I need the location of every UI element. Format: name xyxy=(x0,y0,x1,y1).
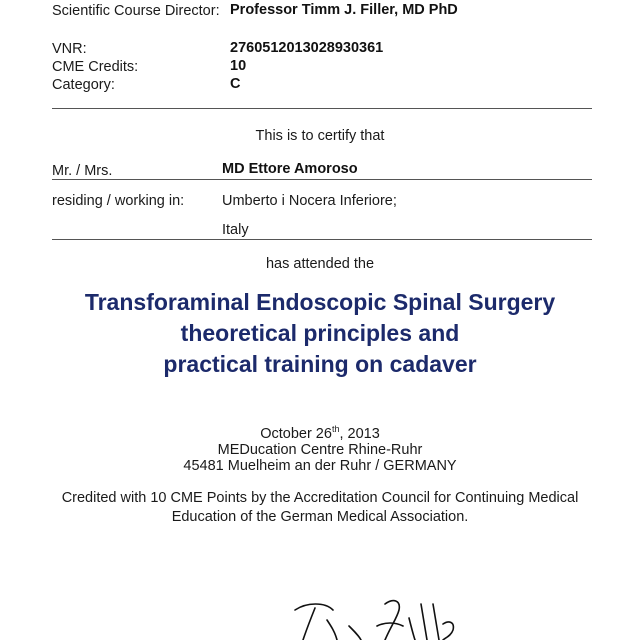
vnr-value: 2760512013028930361 xyxy=(230,40,384,56)
event-venue: MEDucation Centre Rhine-Ruhr xyxy=(217,441,423,458)
category-value: C xyxy=(230,76,241,92)
category-label: Category: xyxy=(52,77,115,93)
event-date-year: , 2013 xyxy=(339,425,380,442)
credit-statement xyxy=(0,489,640,527)
event-info xyxy=(0,421,640,474)
residence-label: residing / working in: xyxy=(52,193,185,209)
course-title xyxy=(0,287,640,380)
divider-name xyxy=(52,179,592,180)
course-title-line-3: practical training on cadaver xyxy=(163,351,477,377)
event-address: 45481 Muelheim an der Ruhr / GERMANY xyxy=(183,457,457,474)
cme-credits-label: CME Credits: xyxy=(52,59,139,75)
residence-line-1: Umberto i Nocera Inferiore; xyxy=(222,193,397,209)
recipient-name: MD Ettore Amoroso xyxy=(222,161,358,177)
course-title-line-2: theoretical principles and xyxy=(180,320,460,346)
course-title-line-1: Transforaminal Endoscopic Spinal Surgery xyxy=(84,289,556,315)
vnr-label: VNR: xyxy=(52,41,87,57)
certify-text: This is to certify that xyxy=(255,128,385,144)
signature-image xyxy=(285,596,465,640)
event-date-suffix: th xyxy=(331,424,340,434)
residence-line-2: Italy xyxy=(222,222,249,238)
cme-credits-value: 10 xyxy=(230,58,247,74)
credit-line-2: Education of the German Medical Association. xyxy=(171,509,469,525)
event-date-day: October 26 xyxy=(260,425,332,442)
event-date xyxy=(0,421,640,442)
director-value: Professor Timm J. Filler, MD PhD xyxy=(230,2,458,18)
divider-residence xyxy=(52,239,592,240)
divider-header xyxy=(52,108,592,109)
attended-text: has attended the xyxy=(265,256,375,272)
credit-line-1: Credited with 10 CME Points by the Accreditation Council for Continuing Medical xyxy=(61,490,579,506)
director-label: Scientific Course Director: xyxy=(52,3,220,19)
name-label: Mr. / Mrs. xyxy=(52,163,113,179)
